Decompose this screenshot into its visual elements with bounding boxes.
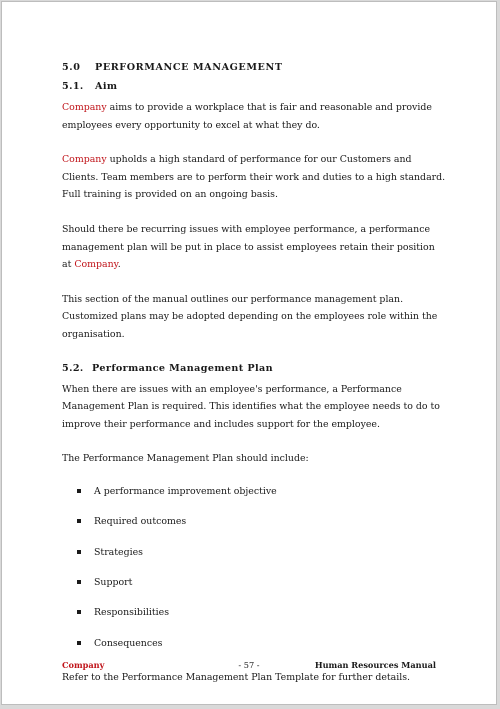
paragraph-end: . bbox=[117, 259, 121, 271]
subsection-title: Performance Management Plan bbox=[92, 362, 274, 374]
aim-paragraph-2 bbox=[62, 151, 447, 204]
aim-paragraph-1 bbox=[62, 99, 447, 134]
paragraph-text: Should there be recurring issues with employee performance, a performance management plan will be put in place to assist employees retain their position at bbox=[62, 223, 435, 271]
list-item-text: Required outcomes bbox=[94, 516, 187, 528]
section-heading bbox=[62, 60, 447, 76]
list-item bbox=[62, 483, 447, 513]
list-item bbox=[62, 513, 447, 543]
paragraph-text: upholds a high standard of performance for our Customers and Clients. Team members are to perform their work and duties to a high standard. Full training is provided on an ongoing basis. bbox=[62, 154, 446, 201]
bullet-icon bbox=[77, 641, 81, 645]
refer-paragraph: Refer to the Performance Management Plan Template for further details. bbox=[62, 672, 411, 684]
list-item bbox=[62, 544, 447, 574]
bullet-icon bbox=[77, 489, 81, 493]
company-name: Company bbox=[62, 154, 107, 166]
company-name: Company bbox=[74, 259, 118, 271]
list-item-text: A performance improvement objective bbox=[94, 485, 277, 497]
subsection-number: 5.2. bbox=[62, 362, 84, 374]
bullet-icon bbox=[77, 610, 81, 614]
subsection-heading-plan bbox=[62, 361, 447, 377]
list-item bbox=[62, 574, 447, 604]
list-item-text: Responsibilities bbox=[94, 607, 170, 619]
footer-company: Company bbox=[62, 660, 105, 670]
footer-manual-title: Human Resources Manual bbox=[314, 660, 436, 670]
bullet-icon bbox=[77, 550, 81, 554]
subsection-title: Aim bbox=[95, 81, 118, 92]
plan-paragraph-1: When there are issues with an employee's performance, a Performance Management Plan is required. This identifies what the employee needs to do to improve their performance and includes support for the employee. bbox=[62, 383, 440, 430]
plan-paragraph-2: The Performance Management Plan should include: bbox=[62, 453, 309, 465]
subsection-number: 5.1. bbox=[62, 81, 84, 92]
bullet-icon bbox=[77, 580, 81, 584]
bullet-list bbox=[62, 483, 447, 665]
section-title: PERFORMANCE MANAGEMENT bbox=[95, 62, 283, 73]
company-name: Company bbox=[62, 102, 107, 113]
subsection-heading-aim bbox=[62, 79, 447, 95]
page-footer bbox=[62, 660, 436, 674]
bullet-icon bbox=[77, 519, 81, 523]
document-page bbox=[1, 1, 497, 705]
list-item-text: Consequences bbox=[94, 637, 163, 649]
page-number: - 57 - bbox=[238, 660, 260, 670]
section-number: 5.0 bbox=[62, 62, 81, 73]
list-item-text: Support bbox=[94, 577, 133, 589]
aim-paragraph-4: This section of the manual outlines our performance management plan. Customized plans may be adopted depending on the employees role within the organisation. bbox=[62, 293, 438, 340]
paragraph-text: aims to provide a workplace that is fair and reasonable and provide employees every opportunity to excel at what they do. bbox=[62, 102, 432, 131]
aim-paragraph-3 bbox=[62, 221, 447, 274]
list-item-text: Strategies bbox=[94, 546, 143, 558]
list-item bbox=[62, 604, 447, 634]
page-content bbox=[62, 60, 447, 687]
